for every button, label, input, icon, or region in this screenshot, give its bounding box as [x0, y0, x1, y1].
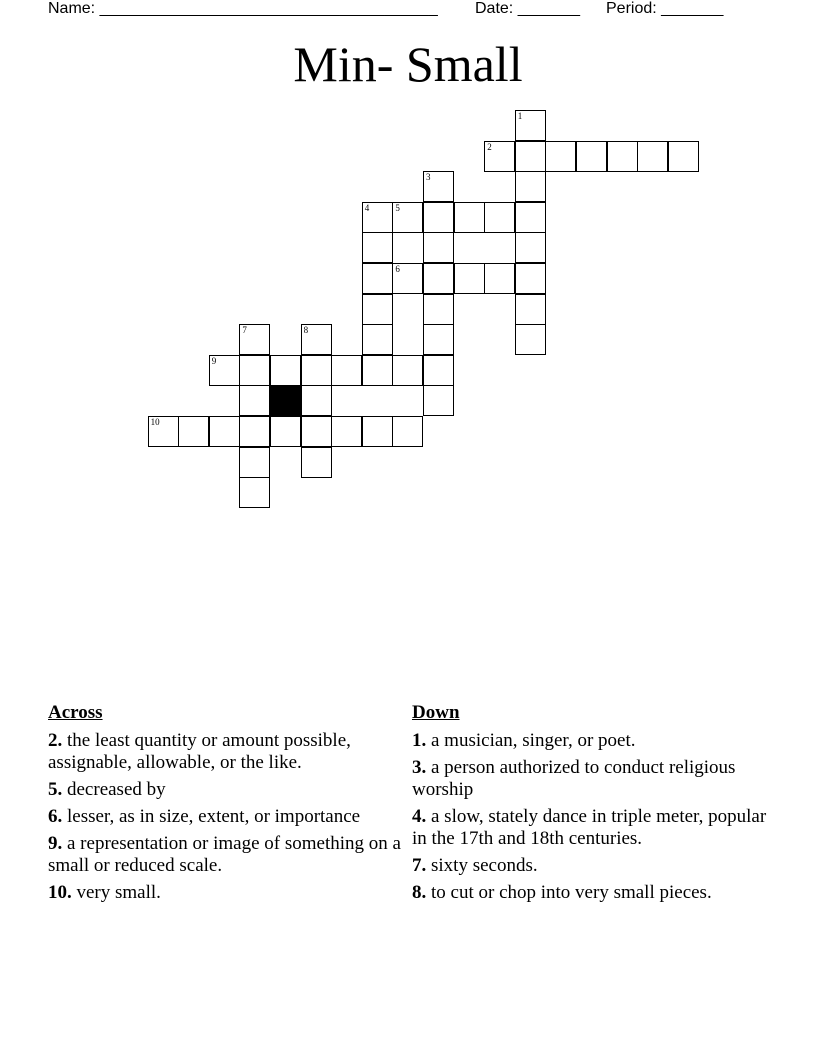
- clue-number: 6: [395, 264, 400, 274]
- grid-cell[interactable]: [301, 447, 332, 478]
- grid-cell[interactable]: [209, 416, 240, 447]
- clue-text: lesser, as in size, extent, or importance: [62, 806, 361, 827]
- down-clue-list: [412, 730, 768, 904]
- across-clue: [48, 882, 404, 904]
- grid-cell[interactable]: [515, 232, 546, 263]
- grid-cell[interactable]: [301, 416, 332, 447]
- clue-number: 9: [211, 355, 217, 366]
- grid-cell[interactable]: [423, 355, 454, 386]
- grid-cell[interactable]: [362, 232, 393, 263]
- clue-number: 3: [426, 172, 431, 183]
- grid-cell[interactable]: [392, 263, 423, 294]
- down-clue: [412, 882, 768, 904]
- grid-cell[interactable]: [178, 416, 209, 447]
- grid-cell[interactable]: [515, 110, 546, 141]
- grid-cell[interactable]: [484, 263, 515, 294]
- grid-cell[interactable]: [515, 141, 546, 172]
- grid-cell[interactable]: [423, 294, 454, 325]
- grid-cell[interactable]: [423, 324, 454, 355]
- down-clue: [412, 730, 768, 752]
- grid-cell[interactable]: [423, 385, 454, 416]
- grid-cell[interactable]: [576, 141, 607, 172]
- clue-number-label: 3.: [412, 757, 427, 778]
- clue-number-label: 9.: [48, 833, 63, 854]
- grid-cell[interactable]: [148, 416, 179, 447]
- across-clue: [48, 730, 404, 774]
- clue-text: decreased by: [62, 779, 166, 800]
- clue-number-label: 8.: [412, 882, 427, 903]
- across-clue: [48, 833, 404, 877]
- down-heading: Down: [412, 702, 460, 723]
- clue-number-label: 2.: [48, 730, 63, 751]
- grid-cell[interactable]: [515, 294, 546, 325]
- grid-cell[interactable]: [270, 355, 301, 386]
- clue-text: sixty seconds.: [426, 855, 538, 876]
- grid-cell[interactable]: [515, 324, 546, 355]
- grid-cell[interactable]: [423, 263, 454, 294]
- across-clues: [48, 702, 404, 909]
- grid-cell[interactable]: [239, 385, 270, 416]
- grid-block: [270, 385, 301, 416]
- puzzle-title: Min- Small: [293, 36, 523, 92]
- clue-text: a musician, singer, or poet.: [426, 730, 636, 751]
- clue-number: 5: [395, 202, 400, 213]
- clue-number: 7: [242, 325, 247, 336]
- down-clue: [412, 806, 768, 850]
- down-clues: [412, 702, 768, 909]
- clue-text: a slow, stately dance in triple meter, popular in the 17th and 18th centuries.: [412, 806, 767, 849]
- grid-cell[interactable]: [331, 355, 362, 386]
- grid-cell[interactable]: [515, 202, 546, 233]
- across-clue: [48, 806, 404, 828]
- grid-cell[interactable]: [239, 324, 270, 355]
- clue-text: the least quantity or amount possible, assignable, allowable, or the like.: [48, 730, 351, 773]
- grid-cell[interactable]: [515, 171, 546, 202]
- grid-cell[interactable]: [423, 171, 454, 202]
- grid-cell[interactable]: [239, 447, 270, 478]
- clue-text: very small.: [71, 882, 161, 903]
- grid-cell[interactable]: [392, 355, 423, 386]
- clue-number-label: 7.: [412, 855, 427, 876]
- name-field[interactable]: Name: ______________________________________: [48, 0, 438, 17]
- grid-cell[interactable]: [362, 202, 393, 233]
- grid-cell[interactable]: [331, 416, 362, 447]
- grid-cell[interactable]: [637, 141, 668, 172]
- down-clue: [412, 757, 768, 801]
- date-field[interactable]: Date: _______: [475, 0, 580, 17]
- grid-cell[interactable]: [362, 263, 393, 294]
- clue-number: 10: [150, 417, 160, 427]
- clue-number: 4: [364, 202, 370, 213]
- across-clue-list: [48, 730, 404, 904]
- grid-cell[interactable]: [545, 141, 576, 172]
- grid-cell[interactable]: [484, 202, 515, 233]
- grid-cell[interactable]: [392, 202, 423, 233]
- grid-cell[interactable]: [362, 294, 393, 325]
- grid-cell[interactable]: [423, 202, 454, 233]
- grid-cell[interactable]: [239, 416, 270, 447]
- down-clue: [412, 855, 768, 877]
- grid-cell[interactable]: [423, 232, 454, 263]
- grid-cell[interactable]: [301, 324, 332, 355]
- clue-number-label: 10.: [48, 882, 72, 903]
- grid-cell[interactable]: [209, 355, 240, 386]
- clue-text: a person authorized to conduct religious worship: [412, 757, 736, 800]
- clue-number-label: 5.: [48, 779, 63, 800]
- grid-cell[interactable]: [362, 416, 393, 447]
- grid-cell[interactable]: [454, 202, 485, 233]
- grid-cell[interactable]: [362, 324, 393, 355]
- clue-number: 1: [517, 111, 523, 121]
- grid-cell[interactable]: [607, 141, 638, 172]
- grid-cell[interactable]: [515, 263, 546, 294]
- clue-number-label: 6.: [48, 806, 63, 827]
- across-heading: Across: [48, 702, 103, 723]
- grid-cell[interactable]: [392, 416, 423, 447]
- grid-cell[interactable]: [301, 355, 332, 386]
- period-field[interactable]: Period: _______: [606, 0, 724, 17]
- clue-text: to cut or chop into very small pieces.: [426, 882, 712, 903]
- grid-cell[interactable]: [301, 385, 332, 416]
- grid-cell[interactable]: [239, 355, 270, 386]
- grid-cell[interactable]: [270, 416, 301, 447]
- grid-cell[interactable]: [668, 141, 699, 172]
- clue-number-label: 4.: [412, 806, 427, 827]
- grid-cell[interactable]: [454, 263, 485, 294]
- grid-cell[interactable]: [362, 355, 393, 386]
- clue-number: 2: [487, 141, 492, 152]
- clue-number: 8: [303, 325, 309, 336]
- grid-cell[interactable]: [484, 141, 515, 172]
- crossword-grid: [0, 0, 816, 520]
- clue-number-label: 1.: [412, 730, 427, 751]
- across-clue: [48, 779, 404, 801]
- clue-text: a representation or image of something on a small or reduced scale.: [48, 833, 401, 876]
- grid-cell[interactable]: [239, 477, 270, 508]
